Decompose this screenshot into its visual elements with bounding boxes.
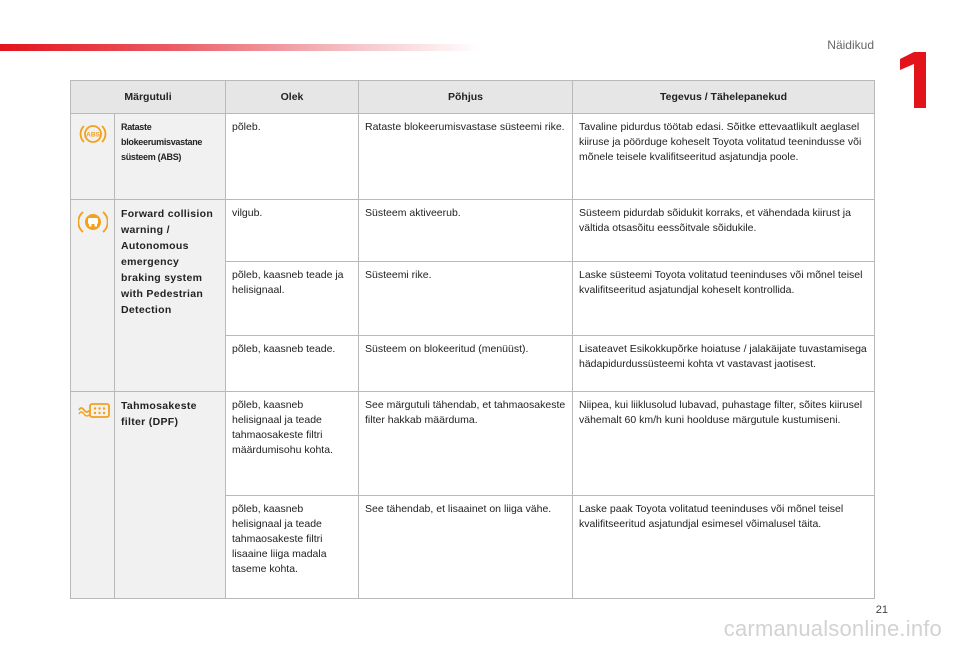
indicator-name: Tahmosakeste filter (DPF) [115,391,226,598]
action-cell: Laske paak Toyota volitatud teeninduses või mõnel teisel kvalifitseeritud asjatundjal esimesel võimalusel täita. [573,496,875,599]
cause-cell: Süsteem on blokeeritud (menüüst). [359,336,573,391]
state-cell: põleb, kaasneb helisignaal ja teade tahmaosakeste filtri määrdumisohu kohta. [226,391,359,496]
cause-cell: Süsteemi rike. [359,261,573,335]
chapter-number-glyph [892,50,932,110]
cause-cell: Rataste blokeerumisvastase süsteemi rike. [359,114,573,200]
indicator-name: Rataste blokeerumisvastane süsteem (ABS) [115,114,226,200]
action-cell: Laske süsteemi Toyota volitatud teeninduses või mõnel teisel kvalifitseeritud asjatundjal koheselt kontrollida. [573,261,875,335]
indicator-icon-cell [71,199,115,391]
column-header-cause: Põhjus [359,81,573,114]
collision-warning-icon [78,208,108,236]
cause-cell: Süsteem aktiveerub. [359,199,573,261]
state-cell: põleb. [226,114,359,200]
state-cell: põleb, kaasneb teade ja helisignaal. [226,261,359,335]
cause-cell: See tähendab, et lisaainet on liiga vähe. [359,496,573,599]
abs-warning-icon [78,122,108,146]
table-row [71,199,875,261]
indicator-name: Forward collision warning / Autonomous emergency braking system with Pedestrian Detection [115,199,226,391]
header-accent-bar [0,44,480,51]
indicator-icon-cell [71,114,115,200]
action-cell: Tavaline pidurdus töötab edasi. Sõitke ettevaatlikult aeglasel kiiruse ja pöörduge koheselt Toyota volitatud teenindusse või mõnele teisele kvalifitseeritud asjatundja poole. [573,114,875,200]
action-cell: Niipea, kui liiklusolud lubavad, puhastage filter, sõites kiirusel vähemalt 60 km/h kuni hoolduse märgutule kustumiseni. [573,391,875,496]
watermark: carmanualsonline.info [723,616,942,641]
indicator-icon-cell [71,391,115,598]
svg-text:ABS: ABS [85,131,100,139]
column-header-indicator: Märgutuli [71,81,226,114]
state-cell: põleb, kaasneb teade. [226,336,359,391]
state-cell: põleb, kaasneb helisignaal ja teade tahmaosakeste filtri lisaaine liiga madala taseme kohta. [226,496,359,599]
column-header-state: Olek [226,81,359,114]
table-row [71,391,875,496]
column-header-action: Tegevus / Tähelepanekud [573,81,875,114]
warning-lights-table [70,80,875,599]
page-number: 21 [875,604,888,616]
table-row [71,114,875,200]
action-cell: Lisateavet Esikokkupõrke hoiatuse / jalakäijate tuvastamisega hädapidurdussüsteemi kohta vt vastavast jaotisest. [573,336,875,391]
chapter-title: Näidikud [827,38,874,52]
action-cell: Süsteem pidurdab sõidukit korraks, et vähendada kiirust ja vältida otsasõitu eessõitvale sõidukile. [573,199,875,261]
table-header-row [71,81,875,114]
cause-cell: See märgutuli tähendab, et tahmaosakeste filter hakkab määrduma. [359,391,573,496]
particle-filter-icon [77,400,111,420]
state-cell: vilgub. [226,199,359,261]
